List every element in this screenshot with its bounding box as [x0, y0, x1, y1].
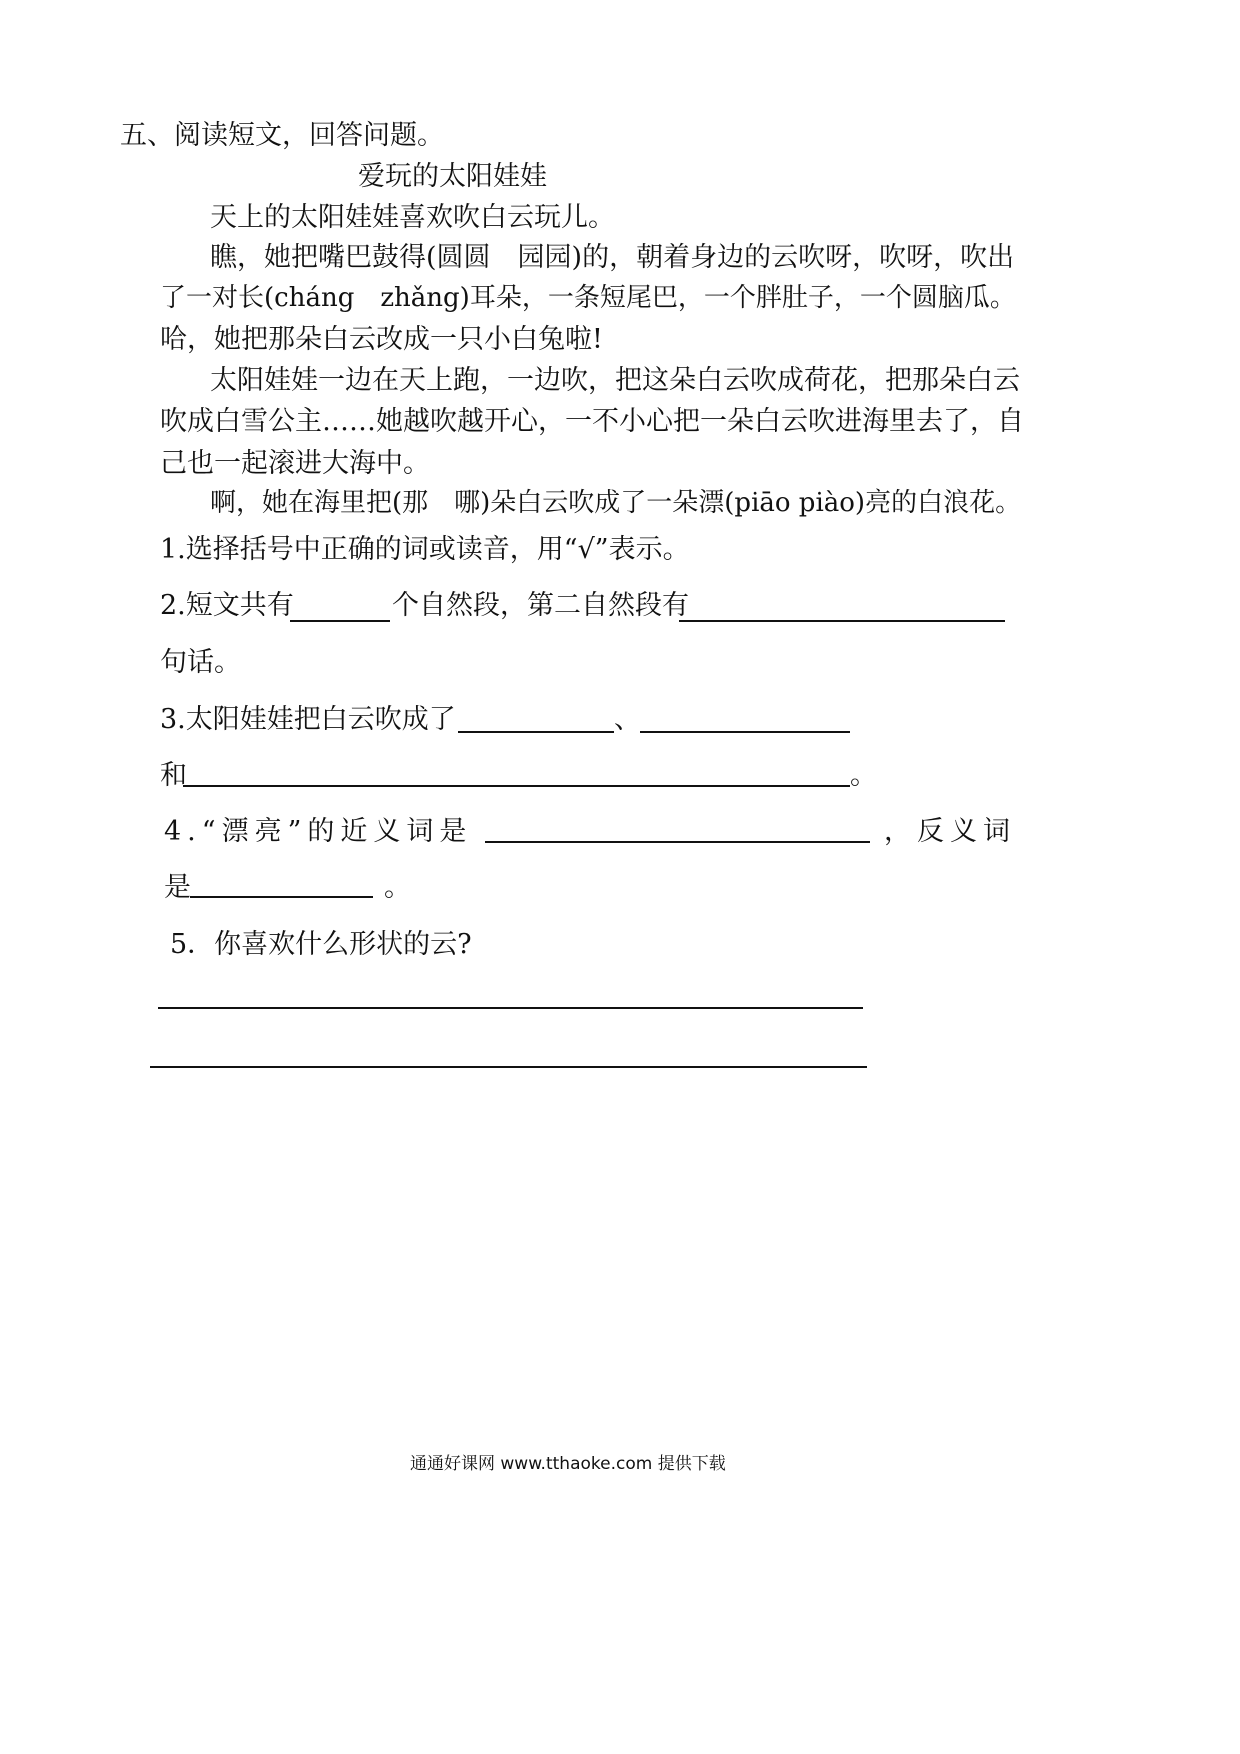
- passage-title: 爱玩的太阳娃娃: [358, 161, 547, 192]
- passage-line: 太阳娃娃一边在天上跑，一边吹，把这朵白云吹成荷花，把那朵白云: [210, 365, 1020, 396]
- passage-line: 哈，她把那朵白云改成一只小白兔啦!: [160, 324, 603, 355]
- answer-blank[interactable]: [485, 841, 870, 843]
- question-4-is: 是: [164, 872, 191, 903]
- passage-line: 吹成白雪公主……她越吹越开心，一不小心把一朵白云吹进海里去了，自: [160, 406, 1024, 437]
- answer-blank[interactable]: [679, 620, 1005, 622]
- question-1: 1.选择括号中正确的词或读音，用“√”表示。: [160, 534, 690, 565]
- question-3-separator: 、: [614, 704, 641, 735]
- answer-line[interactable]: [150, 1066, 867, 1068]
- question-3-and: 和: [160, 760, 187, 791]
- passage-line: 天上的太阳娃娃喜欢吹白云玩儿。: [210, 202, 615, 233]
- answer-line[interactable]: [158, 1007, 863, 1009]
- answer-blank[interactable]: [190, 896, 373, 898]
- question-4-middle: ，反义词: [884, 816, 1016, 847]
- question-2-suffix: 句话。: [160, 647, 241, 678]
- passage-line: 己也一起滚进大海中。: [160, 448, 430, 479]
- question-4-prefix: 4.“漂亮”的近义词是: [164, 816, 473, 847]
- passage-line: 啊，她在海里把(那 哪)朵白云吹成了一朵漂(piāo piào)亮的白浪花。: [210, 488, 1022, 518]
- passage-line: 瞧，她把嘴巴鼓得(圆圆 园园)的，朝着身边的云吹呀，吹呀，吹出: [210, 242, 1015, 273]
- answer-blank[interactable]: [183, 785, 850, 787]
- answer-blank[interactable]: [290, 620, 390, 622]
- question-2-prefix: 2.短文共有: [160, 590, 294, 621]
- passage-line: 了一对长(cháng zhǎng)耳朵，一条短尾巴，一个胖肚子，一个圆脑瓜。: [160, 283, 1016, 313]
- section-heading: 五、阅读短文，回答问题。: [120, 120, 444, 151]
- answer-blank[interactable]: [640, 731, 850, 733]
- footer-credit: 通通好课网 www.tthaoke.com 提供下载: [410, 1454, 726, 1474]
- question-3-prefix: 3.太阳娃娃把白云吹成了: [160, 704, 456, 735]
- answer-blank[interactable]: [458, 731, 614, 733]
- question-4-end: 。: [384, 872, 411, 903]
- question-5: 5．你喜欢什么形状的云?: [170, 929, 472, 960]
- question-3-end: 。: [850, 760, 877, 791]
- question-2-middle: 个自然段，第二自然段有: [392, 590, 689, 621]
